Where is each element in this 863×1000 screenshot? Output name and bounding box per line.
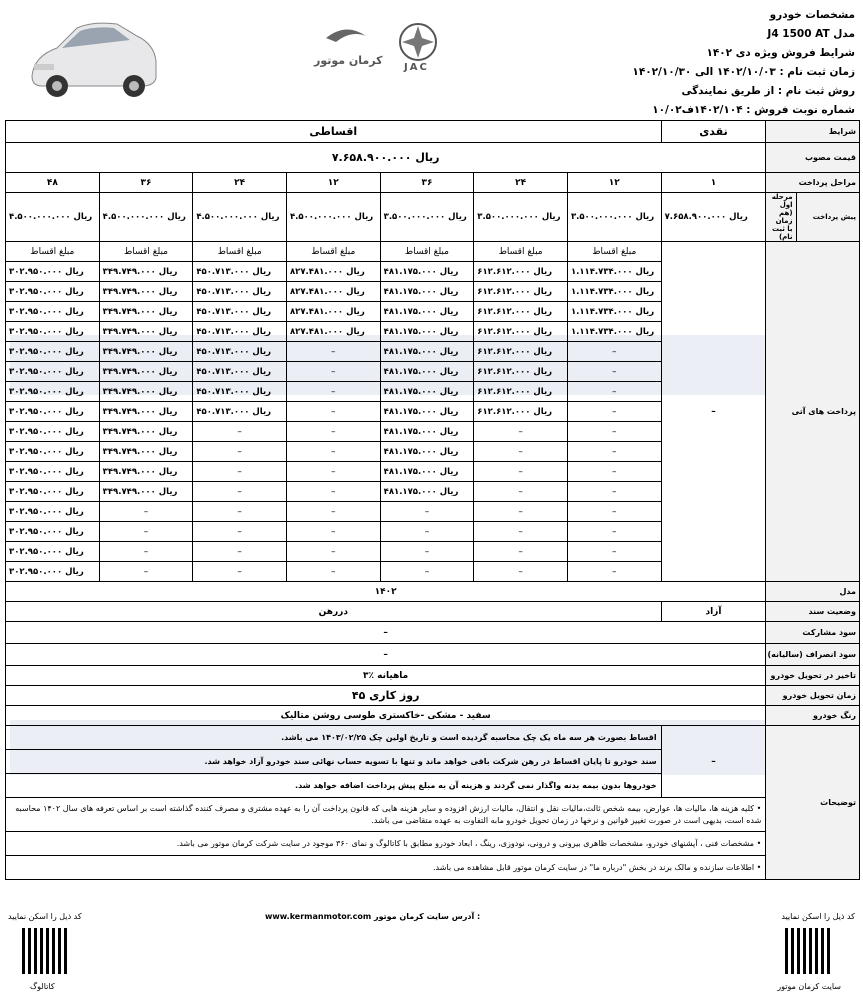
installment-cell: ۴۵۰.۷۱۳.۰۰۰ ریال — [193, 322, 287, 342]
installment-cell: ۳۰۲.۹۵۰.۰۰۰ ریال — [6, 302, 100, 322]
installment-cell: – — [567, 362, 661, 382]
installment-cell: – — [474, 462, 568, 482]
table-row — [6, 666, 860, 686]
table-row — [6, 143, 860, 173]
installment-cell: ۴۸۱.۱۷۵.۰۰۰ ریال — [380, 442, 474, 462]
installment-cell: – — [380, 522, 474, 542]
note-line: خودروها بدون بیمه بدنه واگذار نمی گردند و هزینه آن به مبلغ پیش پرداخت اضافه خواهد شد. — [6, 774, 662, 798]
cancel-value: – — [6, 644, 766, 666]
installment-cell: ۴۵۰.۷۱۳.۰۰۰ ریال — [193, 382, 287, 402]
installment-cell: ۳۴۹.۷۴۹.۰۰۰ ریال — [99, 382, 193, 402]
prepay-cell: ۳.۵۰۰.۰۰۰.۰۰۰ ریال — [474, 193, 568, 242]
installment-cell: ۶۱۲.۶۱۲.۰۰۰ ریال — [474, 362, 568, 382]
table-row — [6, 832, 860, 856]
qr-right-caption: سایت کرمان موتور — [777, 982, 841, 991]
label-color: رنگ خودرو — [766, 706, 860, 726]
months-cell: ۱۲ — [286, 173, 380, 193]
installment-cell: – — [286, 382, 380, 402]
installment-cell: – — [474, 522, 568, 542]
doc-cash: آزاد — [661, 602, 766, 622]
installment-label: مبلغ اقساط — [567, 242, 661, 262]
installment-cell: – — [286, 522, 380, 542]
installment-cell: ۳۴۹.۷۴۹.۰۰۰ ریال — [99, 362, 193, 382]
spec-line: شرایط فروش ویژه دی ۱۴۰۲ — [706, 47, 855, 59]
general-note: • کلیه هزینه ها، مالیات ها، عوارض، بیمه شخص ثالث،مالیات نقل و انتقال، مالیات ارزش افزوده و سایر هزینه هایی که قانون پرداخت آن را به عهده مشتری و مصرف کننده گذاشته است بر اساس تعرفه های سال ۱۴۰۲ محاسبه شده است، بدیهی است در صورت تغییر قوانین و نرخها در زمان تحویل خودرو مابه التفاوت به عهده متقاضی می باشد. — [6, 798, 766, 832]
installment-cell: ۴۵۰.۷۱۳.۰۰۰ ریال — [193, 302, 287, 322]
spec-line: شماره نوبت فروش : ۱۴۰۲/۱۰۴ف۱۰/۰۲ — [652, 104, 855, 116]
model-value: ۱۴۰۲ — [6, 582, 766, 602]
qr-catalog-icon[interactable] — [22, 928, 68, 974]
installment-cell: ۳۰۲.۹۵۰.۰۰۰ ریال — [6, 462, 100, 482]
note-line: سند خودرو تا پایان اقساط در رهن شرکت باقی خواهد ماند و تنها با تسویه حساب نهائی سند خودرو آزاد خواهد شد. — [6, 750, 662, 774]
installment-cell: ۴۵۰.۷۱۳.۰۰۰ ریال — [193, 262, 287, 282]
months-cell: ۳۶ — [99, 173, 193, 193]
installment-cell: ۴۸۱.۱۷۵.۰۰۰ ریال — [380, 362, 474, 382]
installment-cell: – — [286, 442, 380, 462]
installment-cell: ۳۴۹.۷۴۹.۰۰۰ ریال — [99, 342, 193, 362]
installment-cell: – — [99, 522, 193, 542]
color-value: سفید - مشکی -خاکستری طوسی روشن متالیک — [6, 706, 766, 726]
installment-cell: ۳۰۲.۹۵۰.۰۰۰ ریال — [6, 522, 100, 542]
label-partnership: سود مشارکت — [766, 622, 860, 644]
label-delivery: زمان تحویل خودرو — [766, 686, 860, 706]
installment-cell: ۳۴۹.۷۴۹.۰۰۰ ریال — [99, 462, 193, 482]
installment-cell: ۶۱۲.۶۱۲.۰۰۰ ریال — [474, 342, 568, 362]
installment-label: مبلغ اقساط — [286, 242, 380, 262]
table-row — [6, 798, 860, 832]
months-cell: ۱۲ — [567, 173, 661, 193]
installment-cell: ۳۴۹.۷۴۹.۰۰۰ ریال — [99, 262, 193, 282]
installment-cell: – — [286, 482, 380, 502]
installment-cell: ۳۴۹.۷۴۹.۰۰۰ ریال — [99, 282, 193, 302]
installment-cell: – — [286, 342, 380, 362]
label-delay: تاخیر در تحویل خودرو — [766, 666, 860, 686]
installment-cell: – — [380, 502, 474, 522]
months-cell: ۲۴ — [474, 173, 568, 193]
months-cell: ۴۸ — [6, 173, 100, 193]
installment-cell: – — [193, 422, 287, 442]
installment-cell: ۳۰۲.۹۵۰.۰۰۰ ریال — [6, 262, 100, 282]
label-price: قیمت مصوب — [766, 143, 860, 173]
spec-header — [555, 6, 855, 120]
label-doc-status: وضعیت سند — [766, 602, 860, 622]
table-row — [6, 242, 860, 262]
installment-cell: – — [474, 502, 568, 522]
installment-cell: ۳۰۲.۹۵۰.۰۰۰ ریال — [6, 382, 100, 402]
installment-cell: ۶۱۲.۶۱۲.۰۰۰ ریال — [474, 282, 568, 302]
doc-installment: دررهن — [6, 602, 662, 622]
installment-cell: ۴۵۰.۷۱۳.۰۰۰ ریال — [193, 402, 287, 422]
notes-cash: – — [661, 726, 766, 798]
brand-logos — [306, 18, 446, 74]
installment-cell: ۶۱۲.۶۱۲.۰۰۰ ریال — [474, 322, 568, 342]
installment-cell: ۴۵۰.۷۱۳.۰۰۰ ریال — [193, 342, 287, 362]
prepay-cell: ۳.۵۰۰.۰۰۰.۰۰۰ ریال — [380, 193, 474, 242]
table-row — [6, 686, 860, 706]
installment-cell: ۸۲۷.۴۸۱.۰۰۰ ریال — [286, 302, 380, 322]
installment-cell: ۳۴۹.۷۴۹.۰۰۰ ریال — [99, 402, 193, 422]
installment-cell: – — [474, 422, 568, 442]
installment-cell: ۸۲۷.۴۸۱.۰۰۰ ریال — [286, 282, 380, 302]
installment-cell: ۳۰۲.۹۵۰.۰۰۰ ریال — [6, 502, 100, 522]
car-image — [22, 6, 162, 104]
table-row — [6, 706, 860, 726]
installment-cell: – — [380, 542, 474, 562]
general-note: • مشخصات فنی ، آپشنهای خودرو، مشخصات ظاهری بیرونی و درونی، نودوزی، رینگ ، ابعاد خودرو مطابق با کاتالوگ و نمای ۳۶۰ موجود در سایت شرکت کرمان موتور می باشد. — [6, 832, 766, 856]
cash-title: نقدی — [661, 121, 766, 143]
months-cell: ۳۶ — [380, 173, 474, 193]
table-row — [6, 622, 860, 644]
installment-label: مبلغ اقساط — [6, 242, 100, 262]
spec-line: روش ثبت نام : از طریق نمایندگی — [681, 85, 855, 97]
prepay-cell: ۴.۵۰۰.۰۰۰.۰۰۰ ریال — [286, 193, 380, 242]
installment-cell: – — [567, 502, 661, 522]
installment-cell: ۴۸۱.۱۷۵.۰۰۰ ریال — [380, 462, 474, 482]
installment-cell: – — [99, 502, 193, 522]
installment-cell: ۳۰۲.۹۵۰.۰۰۰ ریال — [6, 482, 100, 502]
installment-cell: – — [193, 562, 287, 582]
prepay-cell: ۴.۵۰۰.۰۰۰.۰۰۰ ریال — [6, 193, 100, 242]
spec-line: مشخصات خودرو — [769, 9, 855, 21]
installment-cell: ۴۸۱.۱۷۵.۰۰۰ ریال — [380, 262, 474, 282]
installment-cell: – — [567, 562, 661, 582]
installment-cell: – — [474, 562, 568, 582]
installment-cell: – — [567, 402, 661, 422]
installment-cell: – — [380, 562, 474, 582]
label-stage1: مرحله اول (هم زمان با ثبت نام) — [766, 193, 796, 242]
installment-cell: ۱.۱۱۴.۷۳۴.۰۰۰ ریال — [567, 282, 661, 302]
installment-cell: – — [567, 482, 661, 502]
spec-line: مدل J4 1500 AT — [767, 28, 855, 40]
table-row — [6, 726, 860, 750]
installment-cell: ۳۴۹.۷۴۹.۰۰۰ ریال — [99, 322, 193, 342]
installment-cell: ۸۲۷.۴۸۱.۰۰۰ ریال — [286, 262, 380, 282]
price-table — [5, 120, 860, 880]
installment-cell: ۴۸۱.۱۷۵.۰۰۰ ریال — [380, 382, 474, 402]
installment-cell: – — [193, 522, 287, 542]
installment-cell: ۴۸۱.۱۷۵.۰۰۰ ریال — [380, 322, 474, 342]
table-row — [6, 644, 860, 666]
general-note: • اطلاعات سازنده و مالک برند در بخش "درباره ما" در سایت کرمان موتور قابل مشاهده می باشد. — [6, 856, 766, 880]
months-cell: ۲۴ — [193, 173, 287, 193]
brand-logo-text: JAC — [404, 62, 429, 73]
table-row — [6, 193, 860, 242]
installment-cell: – — [286, 542, 380, 562]
installment-cell: – — [193, 482, 287, 502]
table-row — [6, 582, 860, 602]
label-model: مدل — [766, 582, 860, 602]
installment-label: مبلغ اقساط — [193, 242, 287, 262]
label-notes: توضیحات — [766, 726, 860, 880]
scan-left-label: کد ذیل را اسکن نمایید — [8, 912, 82, 921]
installment-cell: ۴۸۱.۱۷۵.۰۰۰ ریال — [380, 482, 474, 502]
installment-cell: ۳۴۹.۷۴۹.۰۰۰ ریال — [99, 442, 193, 462]
site-url[interactable]: www.kermanmotor.com — [265, 912, 372, 921]
installment-cell: – — [286, 402, 380, 422]
table-row — [6, 173, 860, 193]
installment-cell: – — [567, 462, 661, 482]
installment-cell: ۶۱۲.۶۱۲.۰۰۰ ریال — [474, 402, 568, 422]
installment-cell: ۳۴۹.۷۴۹.۰۰۰ ریال — [99, 482, 193, 502]
brand-text: کرمان موتور — [314, 54, 383, 67]
installment-cell: – — [567, 542, 661, 562]
installment-cell: ۶۱۲.۶۱۲.۰۰۰ ریال — [474, 262, 568, 282]
installment-cell: ۱.۱۱۴.۷۳۴.۰۰۰ ریال — [567, 322, 661, 342]
table-row — [6, 856, 860, 880]
installment-cell: ۶۱۲.۶۱۲.۰۰۰ ریال — [474, 302, 568, 322]
installment-cell: ۳۰۲.۹۵۰.۰۰۰ ریال — [6, 422, 100, 442]
installment-cell: – — [567, 442, 661, 462]
installment-label: مبلغ اقساط — [99, 242, 193, 262]
qr-site-icon[interactable] — [785, 928, 831, 974]
note-line: اقساط بصورت هر سه ماه یک چک محاسبه گردیده است و تاریخ اولین چک ۱۴۰۳/۰۲/۲۵ می باشد. — [6, 726, 662, 750]
prepay-cell: ۳.۵۰۰.۰۰۰.۰۰۰ ریال — [567, 193, 661, 242]
installment-cell: – — [474, 442, 568, 462]
installment-cell: – — [474, 542, 568, 562]
installment-cell: ۳۴۹.۷۴۹.۰۰۰ ریال — [99, 302, 193, 322]
prepay-cell: ۴.۵۰۰.۰۰۰.۰۰۰ ریال — [99, 193, 193, 242]
installment-cell: ۳۰۲.۹۵۰.۰۰۰ ریال — [6, 562, 100, 582]
installment-cell: ۴۸۱.۱۷۵.۰۰۰ ریال — [380, 302, 474, 322]
installment-label: مبلغ اقساط — [474, 242, 568, 262]
scan-right-label: کد ذیل را اسکن نمایید — [781, 912, 855, 921]
delivery-value: ۴۵ روز کاری — [6, 686, 766, 706]
qr-left-caption: کاتالوگ — [30, 982, 55, 991]
label-cancel: سود انصراف (سالیانه) — [766, 644, 860, 666]
installment-label: مبلغ اقساط — [380, 242, 474, 262]
cash-prepay: ۷.۶۵۸.۹۰۰.۰۰۰ ریال — [661, 193, 766, 242]
prepay-cell: ۴.۵۰۰.۰۰۰.۰۰۰ ریال — [193, 193, 287, 242]
price-value: ۷.۶۵۸.۹۰۰.۰۰۰ ریال — [6, 143, 766, 173]
installment-cell: – — [99, 562, 193, 582]
installment-cell: ۱.۱۱۴.۷۳۴.۰۰۰ ریال — [567, 302, 661, 322]
installment-cell: ۳۰۲.۹۵۰.۰۰۰ ریال — [6, 402, 100, 422]
installment-cell: – — [567, 422, 661, 442]
table-row — [6, 121, 860, 143]
site-label: آدرس سایت کرمان موتور : — [373, 912, 481, 921]
label-stages: مراحل پرداخت — [766, 173, 860, 193]
cash-months: ۱ — [661, 173, 766, 193]
label-prepay: پیش پرداخت — [796, 193, 859, 242]
table-row — [6, 602, 860, 622]
installment-cell: – — [193, 442, 287, 462]
delay-value: ۳٪ ماهیانه — [6, 666, 766, 686]
installment-cell: ۸۲۷.۴۸۱.۰۰۰ ریال — [286, 322, 380, 342]
installment-cell: – — [286, 462, 380, 482]
partnership-value: – — [6, 622, 766, 644]
installment-title: اقساطی — [6, 121, 662, 143]
installment-cell: ۳۰۲.۹۵۰.۰۰۰ ریال — [6, 282, 100, 302]
installment-cell: ۴۸۱.۱۷۵.۰۰۰ ریال — [380, 422, 474, 442]
installment-cell: ۴۵۰.۷۱۳.۰۰۰ ریال — [193, 362, 287, 382]
installment-cell: – — [567, 522, 661, 542]
installment-cell: – — [286, 562, 380, 582]
installment-cell: ۴۵۰.۷۱۳.۰۰۰ ریال — [193, 282, 287, 302]
installment-cell: – — [567, 382, 661, 402]
installment-cell: – — [474, 482, 568, 502]
installment-cell: ۳۰۲.۹۵۰.۰۰۰ ریال — [6, 342, 100, 362]
installment-cell: – — [286, 502, 380, 522]
installment-cell: ۱.۱۱۴.۷۳۴.۰۰۰ ریال — [567, 262, 661, 282]
installment-cell: – — [286, 362, 380, 382]
installment-cell: ۴۸۱.۱۷۵.۰۰۰ ریال — [380, 402, 474, 422]
installment-cell: ۳۰۲.۹۵۰.۰۰۰ ریال — [6, 322, 100, 342]
installment-cell: ۳۴۹.۷۴۹.۰۰۰ ریال — [99, 422, 193, 442]
installment-cell: ۳۰۲.۹۵۰.۰۰۰ ریال — [6, 542, 100, 562]
installment-cell: ۴۸۱.۱۷۵.۰۰۰ ریال — [380, 342, 474, 362]
installment-cell: – — [193, 462, 287, 482]
installment-cell: – — [286, 422, 380, 442]
installment-cell: ۶۱۲.۶۱۲.۰۰۰ ریال — [474, 382, 568, 402]
installment-cell: ۳۰۲.۹۵۰.۰۰۰ ریال — [6, 442, 100, 462]
label-conditions: شرایط — [766, 121, 860, 143]
site-line — [265, 912, 480, 921]
installment-cell: – — [193, 542, 287, 562]
installment-cell: ۴۸۱.۱۷۵.۰۰۰ ریال — [380, 282, 474, 302]
cash-future: – — [661, 242, 766, 582]
installment-cell: ۳۰۲.۹۵۰.۰۰۰ ریال — [6, 362, 100, 382]
installment-cell: – — [99, 542, 193, 562]
installment-cell: – — [193, 502, 287, 522]
installment-cell: – — [567, 342, 661, 362]
label-future: پرداخت های آتی — [766, 242, 860, 582]
spec-line: زمان ثبت نام : ۱۴۰۲/۱۰/۰۳ الی ۱۴۰۲/۱۰/۳۰ — [632, 66, 855, 78]
